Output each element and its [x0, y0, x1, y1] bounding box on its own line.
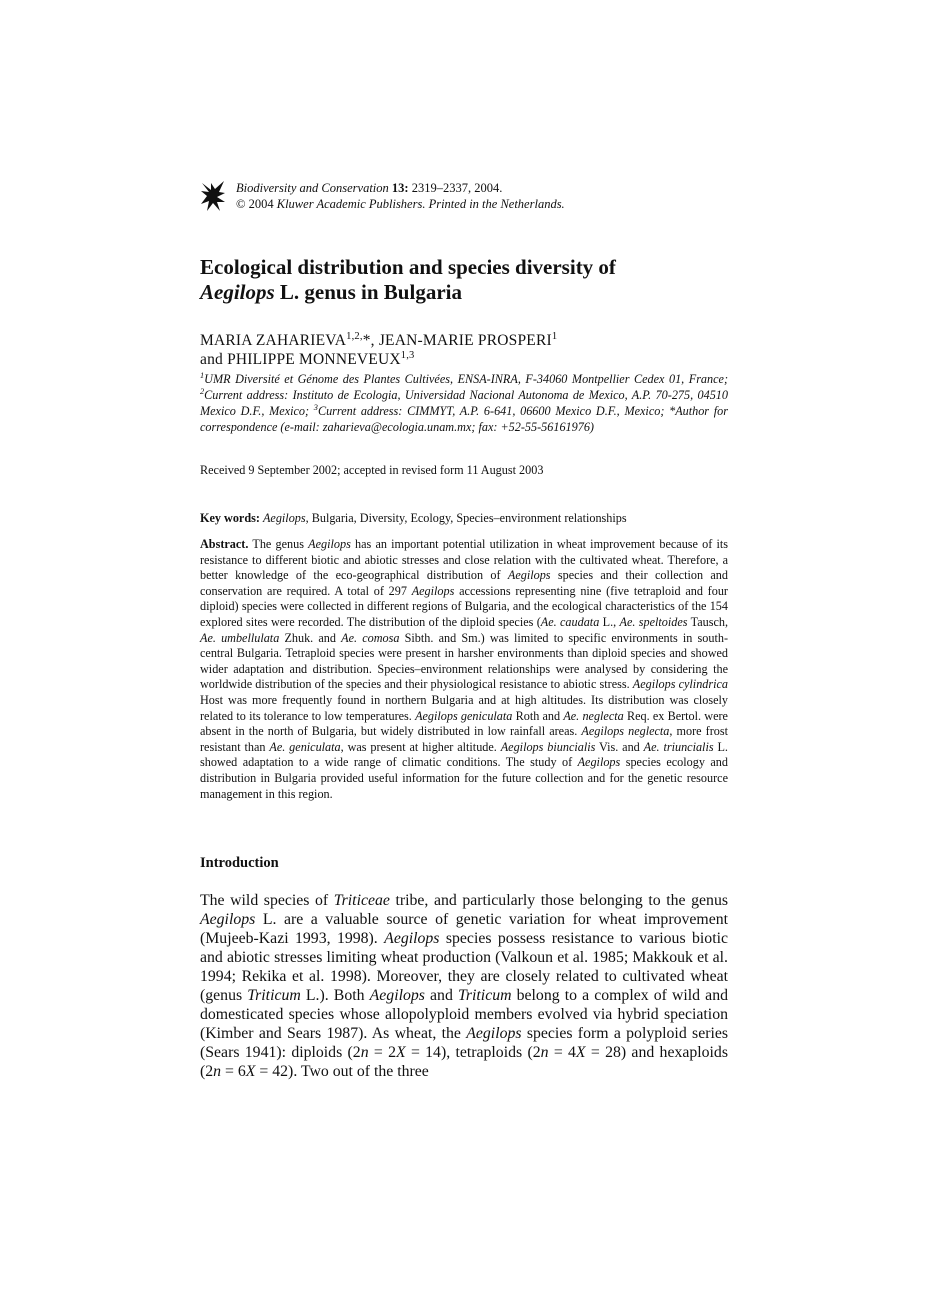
kluwer-logo-icon	[200, 180, 226, 212]
journal-header	[200, 180, 740, 216]
author-and: and	[200, 351, 228, 368]
author-1: MARIA ZAHARIEVA	[200, 332, 347, 349]
corresponding-mark: *	[362, 332, 371, 349]
abstract-text: Roth and	[512, 708, 564, 723]
intro-italic: Aegilops	[384, 930, 440, 947]
intro-italic: n	[213, 1063, 222, 1080]
intro-text: L.). Both	[300, 987, 370, 1004]
affiliations	[200, 371, 728, 435]
keywords-label: Key words:	[200, 511, 260, 525]
intro-italic: n	[360, 1044, 369, 1061]
abstract-italic: Ae. geniculata	[269, 739, 341, 754]
intro-italic: X	[396, 1044, 406, 1061]
intro-italic: Triticum	[457, 987, 512, 1004]
abstract-italic: Ae. umbellulata	[200, 630, 280, 645]
abstract-italic: Ae. caudata	[540, 614, 600, 629]
author-list	[200, 331, 740, 369]
author-2: JEAN-MARIE PROSPERI	[378, 332, 552, 349]
abstract-italic: Aegilops cylindrica	[632, 677, 729, 692]
affil-text-2: Current address: Instituto de Ecologia, Universidad Nacional Autonoma de Mexico, A.P. 70-275, 04510 Mexico D.F., Mexico;	[200, 388, 728, 418]
intro-text: = 28) and hexaploids (2	[200, 1044, 728, 1080]
intro-text: = 14), tetraploids (2	[405, 1044, 541, 1061]
journal-volume: 13:	[391, 181, 409, 195]
intro-text: = 6	[221, 1063, 246, 1080]
publisher-line: Kluwer Academic Publishers. Printed in the Netherlands.	[276, 197, 565, 211]
affil-text-1: UMR Diversité et Génome des Plantes Cultivées, ENSA-INRA, F-34060 Montpellier Cedex 01, France;	[204, 372, 728, 386]
section-heading-introduction: Introduction	[200, 855, 279, 871]
title-line-1: Ecological distribution and species diversity of	[200, 255, 616, 279]
intro-text: = 2	[368, 1044, 396, 1061]
abstract-italic: Aegilops	[411, 583, 455, 598]
intro-text: L. are a valuable source of genetic variation for wheat improvement (Mujeeb-Kazi 1993, 1998).	[200, 911, 728, 947]
abstract-text: species and their collection and conservation are required. A total of 297	[200, 568, 728, 598]
intro-text: species form a polyploid series (Sears 1941): diploids (2	[200, 1025, 729, 1061]
abstract-text: Sibth. and Sm.) was limited to specific environments in south-central Bulgaria. Tetraploid species were present in harsher environments than diploid species and showed wider adaptation and distribution. Species–environment relationships were analysed by considering the worldwide distribution of the species and their physiological resistance to abiotic stress.	[200, 630, 729, 692]
abstract-italic: Aegilops neglecta	[581, 724, 670, 739]
journal-citation	[236, 180, 565, 212]
journal-name: Biodiversity and Conservation	[236, 181, 389, 195]
intro-italic: Triticum	[247, 987, 301, 1004]
author-3: PHILIPPE MONNEVEUX	[227, 351, 401, 368]
paper-title	[200, 255, 740, 305]
abstract-text: , was present at higher altitude.	[340, 739, 501, 754]
abstract-italic: Aegilops	[308, 537, 351, 551]
intro-italic: Aegilops	[200, 911, 256, 928]
title-genus: Aegilops	[200, 280, 275, 304]
received-dates: Received 9 September 2002; accepted in revised form 11 August 2003	[200, 463, 544, 477]
journal-pages-year: 2319–2337, 2004.	[411, 181, 503, 195]
intro-text: and	[424, 987, 458, 1004]
intro-italic: Aegilops	[466, 1025, 522, 1042]
introduction-paragraph	[200, 891, 728, 1081]
abstract-italic: Ae. neglecta	[563, 708, 624, 723]
abstract-text: , more frost resistant than	[200, 724, 728, 754]
abstract-text: Zhuk. and	[279, 630, 342, 645]
abstract-text: species ecology and distribution in Bulgaria provided useful information for the future collection and for the genetic resource management in this region.	[200, 755, 728, 801]
intro-text: = 42). Two out of the three	[255, 1063, 429, 1080]
abstract-text: Req. ex Bertol. were absent in the north of Bulgaria, but widely distributed in low rainfall areas.	[200, 708, 728, 739]
keywords-rest: , Bulgaria, Diversity, Ecology, Species–environment relationships	[305, 511, 627, 525]
intro-italic: n	[540, 1044, 549, 1061]
abstract-italic: Aegilops geniculata	[415, 708, 513, 723]
intro-italic: X	[245, 1063, 256, 1080]
abstract-italic: Ae. triuncialis	[643, 739, 714, 754]
intro-italic: X	[575, 1044, 586, 1061]
abstract-italic: Ae. speltoides	[619, 614, 688, 629]
intro-italic: Triticeae	[333, 892, 390, 909]
affil-sup-2: 2	[200, 386, 205, 396]
intro-text: tribe, and particularly those belonging to the genus	[389, 892, 728, 909]
author-1-affil: 1,2,	[346, 330, 363, 342]
abstract-text: The genus	[248, 537, 309, 551]
abstract-text: Host was more frequently found in northern Bulgaria and at high altitudes. Its distribution was closely related to its tolerance to low temperatures.	[200, 692, 728, 723]
abstract-italic: Aegilops	[577, 755, 621, 770]
intro-text: = 4	[548, 1044, 576, 1061]
abstract-text: Vis. and	[595, 739, 644, 754]
abstract-text: Tausch,	[687, 614, 729, 629]
author-separator: ,	[370, 332, 379, 349]
abstract	[200, 537, 728, 802]
abstract-text: L.,	[599, 614, 620, 629]
keywords	[200, 510, 740, 526]
abstract-text: has an important potential utilization in wheat improvement because of its resistance to different biotic and abiotic stresses and close relation with the cultivated wheat. Therefore, a better knowledge of the eco-geographical distribution of	[200, 537, 728, 583]
keyword-aegilops: Aegilops	[262, 511, 306, 525]
abstract-label: Abstract.	[200, 537, 249, 551]
intro-text: belong to a complex of wild and domesticated species whose allopolyploid members evolved via hybrid speciation (Kimber and Sears 1987). As wheat, the	[200, 987, 728, 1042]
abstract-text: accessions representing nine (five tetraploid and four diploid) species were collected in different regions of Bulgaria, and the ecological characteristics of the 154 explored sites were recorded. The distribution of the diploid species (	[200, 583, 728, 629]
copyright-symbol: ©	[236, 197, 246, 211]
affil-sup-1: 1	[200, 370, 205, 380]
affil-text-3: Current address: CIMMYT, A.P. 6-641, 06600 Mexico D.F., Mexico; *Author for correspondence (e-mail: zaharieva@ecologia.unam.mx; fax: +52-55-56161976)	[200, 404, 729, 434]
title-line-2: L. genus in Bulgaria	[279, 280, 462, 304]
intro-italic: Aegilops	[369, 987, 425, 1004]
affil-sup-3: 3	[313, 402, 318, 412]
intro-text: species possess resistance to various biotic and abiotic stresses limiting wheat production (Valkoun et al. 1985; Makkouk et al. 1994; Rekika et al. 1998). Moreover, they are closely related to cultivated wheat (genus	[200, 930, 728, 1004]
abstract-italic: Aegilops	[507, 568, 551, 583]
abstract-italic: Ae. comosa	[341, 630, 400, 645]
abstract-italic: Aegilops biuncialis	[500, 739, 596, 754]
copyright-year: 2004	[248, 197, 274, 211]
abstract-text: L. showed adaptation to a wide range of climatic conditions. The study of	[200, 739, 728, 770]
intro-text: The wild species of	[200, 892, 334, 909]
author-3-affil: 1,3	[400, 349, 415, 361]
author-2-affil: 1	[551, 330, 558, 342]
